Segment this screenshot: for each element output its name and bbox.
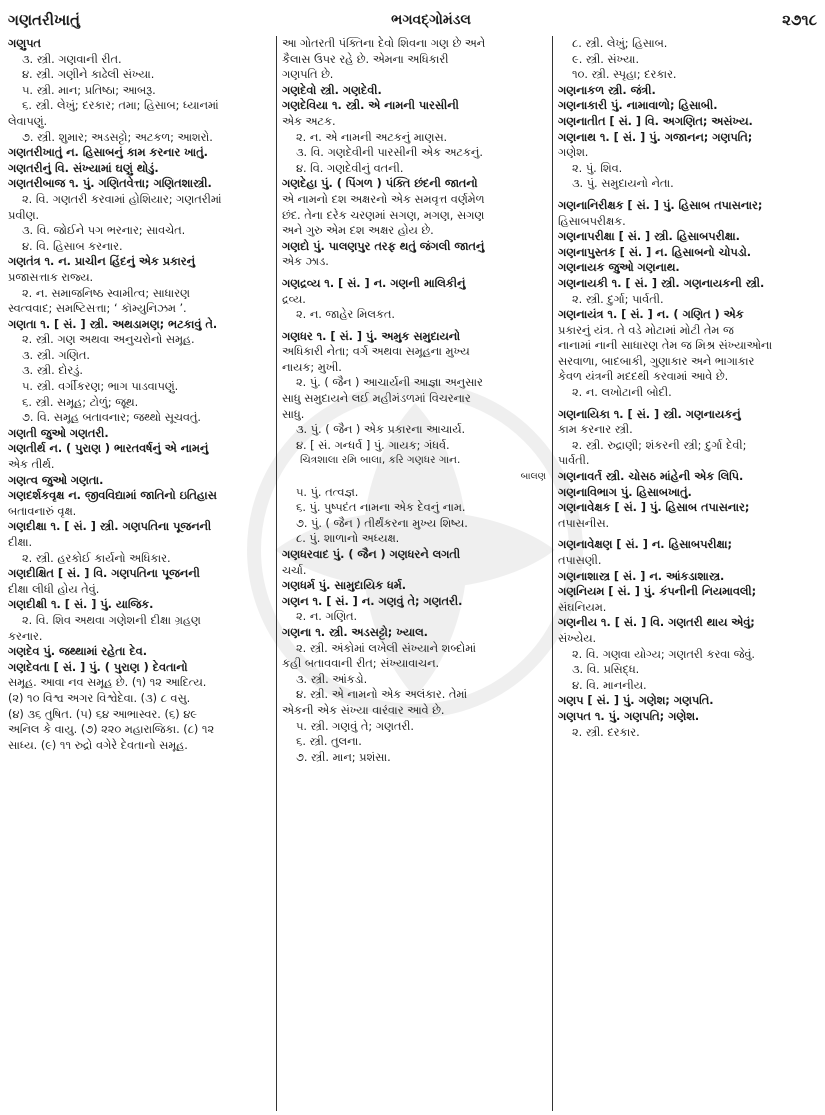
entry-headword-line: ગણનાયકી ૧. [ સં. ] સ્ત્રી. ગણનાયકની સ્ત્રી. (558, 276, 765, 290)
entry-headword-line: ગણન ૧. [ સં. ] ન. ગણવું તે; ગણતરી. (282, 594, 463, 608)
entry-headword-line: ગણનાવેક્ષણ [ સં. ] ન. હિસાબપરીક્ષા; (558, 538, 732, 552)
entry-sense-line: ૪. વિ. હિસાબ કરનાર. (22, 239, 123, 253)
entry-headword-line: ગણપ [ સં. ] પું. ગણેશ; ગણપતિ. (558, 694, 714, 708)
entry-text-line: છંદ. તેના દરેક ચરણમાં સગણ, મગણ, સગણ (282, 208, 485, 222)
entry-text-line: લેવાપણું. (8, 114, 48, 128)
entry-headword-line: ગણનાવેક્ષક [ સં. ] પું. હિસાબ તપાસનાર; (558, 501, 750, 515)
entry-headword-line: ગણનાપરીક્ષા [ સં. ] સ્ત્રી. હિસાબપરીક્ષા. (558, 230, 740, 244)
entry-text-line: સાધ્ય. (૯) ૧૧ રુદ્રો વગેરે દેવતાનો સમૂહ. (8, 738, 188, 752)
entry-headword-line: ગણધરવાદ પું. ( જૈન ) ગણધરને લગતી (282, 548, 461, 561)
column-1 (8, 36, 270, 1111)
entry-headword-line: ગણનાકળ સ્ત્રી. જંત્રી. (558, 83, 656, 97)
entry-sense-line: ૨. સ્ત્રી. દુર્ગા; પાર્વતી. (572, 292, 664, 306)
entry-sense-line: ૩. સ્ત્રી. ગણિત. (22, 348, 90, 362)
entry-sense-line: ૮. સ્ત્રી. લેખું; હિસાબ. (572, 37, 668, 50)
entry-headword-line: ગણધર્મ પું. સામુદાયિક ધર્મ. (282, 579, 407, 593)
entry-sense-line: ૪. સ્ત્રી. એ નામનો એક અલંકાર. તેમાં (296, 688, 468, 702)
entry-text-line: એક અટક. (282, 114, 336, 128)
entry-sense-line: ૨. સ્ત્રી. રુદ્રાણી; શંકરની સ્ત્રી; દુર્ગા દેવી; (572, 438, 747, 452)
entry-sense-line: ૨. ન. જાહેર મિલકત. (296, 308, 395, 322)
entry-sense-line: ૨. સ્ત્રી. દરકાર. (572, 725, 640, 739)
entry-text-line: એક ઝાડ. (282, 255, 329, 269)
entry-text-line: ગણેશ. (558, 146, 589, 160)
entry-text-line: આ ગોતરતી પંક્તિના દેવો શિવના ગણ છે અને (282, 37, 486, 50)
entry-text-line: કહી બતાવવાની રીત; સંખ્યાવાચન. (282, 657, 440, 671)
entry-sense-line: ૩. પું. ( જૈન ) એક પ્રકારના આચાર્ય. (296, 423, 466, 437)
entry-sense-line: ૩. સ્ત્રી. ગણવાની રીત. (22, 52, 122, 66)
page-number: ૨૭૧૮ (782, 11, 817, 29)
entry-sense-line: ૩. વિ. પ્રસિદ્ધ. (572, 663, 640, 677)
entry-sense-line: ૬. સ્ત્રી. તુલના. (296, 735, 362, 749)
entry-headword-line: ગણનાશાસ્ત્ર [ સં. ] ન. આંકડાશાસ્ત્ર. (558, 569, 725, 583)
entry-text-line: પ્રકારનું યંત્ર. તે વડે મોટામાં મોટી તેમ જ (558, 323, 734, 337)
entry-headword-line: ગણનાનિરીક્ષક [ સં. ] પું. હિસાબ તપાસનાર; (558, 198, 763, 212)
entry-headword-line: ગણદર્શકવૃક્ષ ન. જીવવિદ્યામાં જાતિનો ઇતિહાસ (8, 489, 217, 503)
entry-sense-line: ૨. પું. ( જૈન ) આચાર્યની આજ્ઞા અનુસાર (296, 376, 483, 390)
entry-text-line: પ્રજાસત્તાક રાજ્ય. (8, 270, 94, 284)
entry-sense-line: ૩. સ્ત્રી. દોરડું. (22, 364, 84, 378)
entry-headword-line: ગણદીક્ષા ૧. [ સં. ] સ્ત્રી. ગણપતિના પૂજનની (8, 520, 212, 534)
entry-sense-line: ૫. સ્ત્રી. ગણવું તે; ગણતરી. (296, 719, 415, 733)
entry-text-line: પાર્વતી. (558, 454, 590, 468)
entry-sense-line: ૨. સ્ત્રી. ગણ અથવા અનુચરોનો સમૂહ. (22, 333, 195, 347)
entry-headword-line: ગણતી જુઓ ગણતરી. (8, 426, 109, 440)
entry-text-line: નાનામાં નાની સાધારણ તેમ જ મિશ્ર સંખ્યાઓના (558, 339, 773, 353)
entry-text-line: પ્રવીણ. (8, 208, 40, 222)
entry-sense-line: ૫. સ્ત્રી. વર્ગીકરણ; ભાગ પાડવાપણું. (22, 380, 179, 394)
quotation-source: બાલણ (520, 471, 546, 483)
entry-sense-line: ૨. વિ. શિવ અથવા ગણેશની દીક્ષા ગ્રહણ (22, 613, 201, 627)
entry-text-line: (૨) ૧૦ વિશ્વ અગર વિશ્વેદેવા. (૩) ૮ વસુ. (8, 691, 191, 705)
entry-sense-line: ૩. વિ. જોઈને પગ ભરનાર; સાવચેત. (22, 224, 186, 238)
entry-headword-line: ગણનીય ૧. [ સં. ] વિ. ગણતરી થાય એવું; (558, 616, 755, 630)
entry-text-line: એકની એક સંખ્યા વારંવાર આવે છે. (282, 703, 445, 717)
entry-headword-line: ગણતરીખાતું ન. હિસાબનું કામ કરનાર ખાતું. (8, 146, 208, 160)
entry-text-line: અધિકારી નેતા; વર્ગ અથવા સમૂહના મુખ્ય (282, 345, 470, 359)
entry-sense-line: ૮. પું. શાળાનો અધ્યક્ષ. (296, 532, 400, 546)
entry-sense-line: ૨. ન. સમાજનિષ્ઠ સ્વામીત્વ; સાધારણ (22, 286, 190, 300)
header-left-word: ગણતરીખાતું (8, 11, 80, 29)
entry-text-line: સંખ્યેય. (558, 631, 597, 645)
entry-text-line: અનિલ કે વાયુ. (૭) ૨૨૦ મહારાજિકા. (૮) ૧૨ (8, 723, 215, 737)
entry-sense-line: ૩. સ્ત્રી. આંકડો. (296, 672, 368, 686)
entry-headword-line: ગણદેવિયા ૧. સ્ત્રી. એ નામની પારસીની (282, 99, 459, 113)
entry-sense-line: ૨. વિ. ગણતરી કરવામાં હોશિયાર; ગણતરીમાં (22, 192, 222, 206)
entry-headword-line: ગણતરીનું વિ. સંખ્યામાં ઘણું થોડું. (8, 161, 159, 175)
entry-text-line: ચર્ચા. (282, 563, 307, 577)
column-2 (282, 36, 546, 1111)
entry-text-line: કરનાર. (8, 629, 43, 643)
entry-text-line: દીક્ષા. (8, 536, 33, 549)
entry-text-line: હિસાબપરીક્ષક. (558, 214, 626, 228)
column-3 (558, 36, 817, 1111)
entry-sense-line: ૨. વિ. ગણવા યોગ્ય; ગણતરી કરવા જેવું. (572, 647, 755, 661)
entry-headword-line: ગણત્વ જુઓ ગણતા. (8, 473, 104, 487)
entry-headword-line: ગણતંત્ર ૧. ન. પ્રાચીન હિંદનું એક પ્રકારનું (8, 255, 195, 269)
entry-sense-line: ૪. [ સં. ગન્ધર્વ ] પું. ગાયક; ગંધર્વ. (296, 438, 450, 452)
entry-sense-line: ૫. પું. તત્વજ્ઞ. (296, 485, 359, 499)
entry-headword-line: ગણનાયક જુઓ ગણનાથ. (558, 261, 680, 275)
entry-text-line: દ્રવ્ય. (282, 292, 306, 306)
entry-headword-line: ગણતીર્થ ન. ( પુરાણ ) ભારતવર્ષનું એ નામનું (8, 442, 209, 456)
entry-sense-line: ૯. સ્ત્રી. સંખ્યા. (572, 52, 640, 66)
entry-text-line: દીક્ષા લીધી હોય તેવું. (8, 582, 100, 596)
entry-sense-line: ૨. ન. ગણિત. (296, 610, 358, 624)
entry-headword-line: ગણનાયંત્ર ૧. [ સં. ] ન. ( ગણિત ) એક (558, 308, 744, 322)
entry-headword-line: ગણદેવતા [ સં. ] પું. ( પુરાણ ) દેવતાનો (8, 660, 188, 674)
entry-headword-line: ગણદેવ પું. જથ્થામાં રહેતા દેવ. (8, 645, 148, 659)
entry-sense-line: ૨. સ્ત્રી. હરકોઈ કાર્યનો અધિકાર. (22, 551, 171, 565)
entry-sense-line: ૪. વિ. ગણદેવીનું વતની. (296, 161, 404, 175)
entry-sense-line: ૩. વિ. ગણદેવીની પારસીની એક અટકનું. (296, 146, 483, 160)
entry-headword-line: ગણદીક્ષિત [ સં. ] વિ. ગણપતિના પૂજનની (8, 567, 200, 581)
entry-headword-line: ગણદેવો સ્ત્રી. ગણદેવી. (282, 83, 382, 97)
entry-sense-line: ૧૦. સ્ત્રી. સ્પૃહા; દરકાર. (572, 68, 677, 82)
entry-text-line: સાધુ સમુદાયને લઈ મહીમંડળમાં વિચરનાર (282, 392, 471, 406)
entry-sense-line: ૫. સ્ત્રી. માન; પ્રતિષ્ઠા; આબરૂ. (22, 83, 156, 97)
entry-text-line: સંઘનિયમ. (558, 600, 607, 614)
entry-headword-line: ગણનાવિભાગ પું. હિસાબખાતું. (558, 485, 692, 499)
entry-text-line: સમૂહ. આવા નવ સમૂહ છે. (૧) ૧૨ આદિત્ય. (8, 676, 207, 690)
entry-text-line: સ્વત્વવાદ; સમષ્ટિસત્તા; ‘ કૉમ્યુનિઝમ ’. (8, 302, 187, 316)
entry-sense-line: ૭. પું. ( જૈન ) તીર્થંકરના મુખ્ય શિષ્ય. (296, 516, 468, 530)
entry-text-line: કૈલાસ ઉપર રહે છે. એમના અધિકારી (282, 52, 449, 66)
entry-text-line: કામ કરનાર સ્ત્રી. (558, 423, 633, 437)
entry-headword-line: ગણદીક્ષી ૧. [ સં. ] પું. યાજિક. (8, 598, 154, 612)
entry-headword-line: ગણતરીબાજ ૧. પું. ગણિતવેત્તા; ગણિતશાસ્ત્રી. (8, 177, 212, 191)
entry-text-line: અને ગુરુ એમ દશ અક્ષર હોય છે. (282, 224, 434, 238)
entry-text-line: તપાસનીસ. (558, 516, 610, 530)
entry-text-line: એક તીર્થ. (8, 458, 55, 472)
entry-headword-line: ગણદો પું. પાલણપુર તરફ થતું જંગલી જાતનું (282, 239, 485, 253)
entry-headword-line: ગણદ્રવ્ય ૧. [ સં. ] ન. ગણની માલિકીનું (282, 276, 466, 290)
entry-sense-line: ૭. સ્ત્રી. શુમાર; અડસટ્ટો; અટકળ; આશરો. (22, 130, 213, 144)
dictionary-columns (8, 36, 817, 1111)
entry-text-line: બતાવનારું વૃક્ષ. (8, 504, 77, 518)
entry-sense-line: ૭. સ્ત્રી. માન; પ્રશંસા. (296, 750, 391, 764)
entry-quotation-line: ચિત્રશાલા રમિ બાલા, કરિ ગણધર ગાન. (300, 454, 461, 467)
entry-headword-line: ગણનાવર્ત સ્ત્રી. ચોસઠ માંહેની એક લિપિ. (558, 470, 744, 484)
entry-sense-line: ૪. વિ. માનનીય. (572, 678, 647, 692)
entry-sense-line: ૨. પું. શિવ. (572, 161, 623, 175)
entry-sense-line: ૨. ન. લખોટાની બોદી. (572, 386, 672, 400)
entry-headword-line: ગણુપત (8, 37, 41, 50)
entry-sense-line: ૩. પું. સમુદાયનો નેતા. (572, 177, 674, 191)
entry-headword-line: ગણનાથ ૧. [ સં. ] પું. ગજાનન; ગણપતિ; (558, 130, 753, 144)
entry-sense-line: ૬. સ્ત્રી. લેખું; દરકાર; તમા; હિસાબ; ધ્યાનમાં (22, 99, 219, 113)
entry-headword-line: ગણધર ૧. [ સં. ] પું. અમુક સમુદાયનો (282, 329, 461, 343)
entry-text-line: કેવળ યંત્રની મદદથી કરવામાં આવે છે. (558, 370, 729, 384)
entry-headword-line: ગણનિયમ [ સં. ] પું. કંપનીની નિયમાવલી; (558, 585, 757, 599)
entry-headword-line: ગણનાતીત [ સં. ] વિ. અગણિત; અસંખ્ય. (558, 114, 753, 128)
entry-headword-line: ગણતા ૧. [ સં. ] સ્ત્રી. અથડામણ; ભટકાવું તે. (8, 317, 218, 331)
entry-sense-line: ૨. સ્ત્રી. અંકોમાં લખેલી સંખ્યાને શબ્દોમાં (296, 641, 477, 655)
entry-sense-line: ૪. સ્ત્રી. ગણીને કાઢેલી સંખ્યા. (22, 68, 155, 82)
entry-text-line: નાયક; મુખી. (282, 360, 342, 374)
entry-headword-line: ગણદેહા પું. ( પિંગળ ) પંક્તિ છંદની જાતનો (282, 177, 478, 191)
entry-text-line: તપાસણી. (558, 554, 602, 567)
dictionary-title: ભગવદ્ગોમંડલ (391, 12, 471, 28)
entry-headword-line: ગણનાયિકા ૧. [ સં. ] સ્ત્રી. ગણનાયકનું (558, 407, 741, 421)
entry-headword-line: ગણનાકારી પું. નામાવાળો; હિસાબી. (558, 99, 718, 113)
entry-text-line: (૪) ૩૬ તુષિત. (૫) ૬૪ આભાસ્વર. (૬) ૪૯ (8, 707, 197, 721)
entry-sense-line: ૬. સ્ત્રી. સમૂહ; ટોળું; જૂથ. (22, 395, 139, 409)
entry-text-line: સરવાળા, બાદબાકી, ગુણાકાર અને ભાગાકાર (558, 354, 755, 368)
entry-text-line: સાધુ. (282, 407, 305, 421)
entry-text-line: ગણપતિ છે. (282, 68, 334, 82)
entry-headword-line: ગણપત ૧. પું. ગણપતિ; ગણેશ. (558, 709, 700, 723)
entry-headword-line: ગણનાપુસ્તક [ સં. ] ન. હિસાબનો ચોપડો. (558, 245, 752, 259)
entry-sense-line: ૨. ન. એ નામની અટકનું માણસ. (296, 130, 448, 144)
entry-text-line: એ નામનો દશ અક્ષરનો એક સમવૃત્ત વર્ણમેળ (282, 192, 485, 206)
entry-sense-line: ૬. પું. પુષ્પદંત નામના એક દેવનું નામ. (296, 501, 466, 515)
entry-headword-line: ગણના ૧. સ્ત્રી. અડસટ્ટો; ખ્યાલ. (282, 625, 428, 639)
entry-sense-line: ૭. વિ. સમૂહ બતાવનાર; જથ્થો સૂચવતું. (22, 411, 201, 425)
page-header (8, 6, 817, 34)
